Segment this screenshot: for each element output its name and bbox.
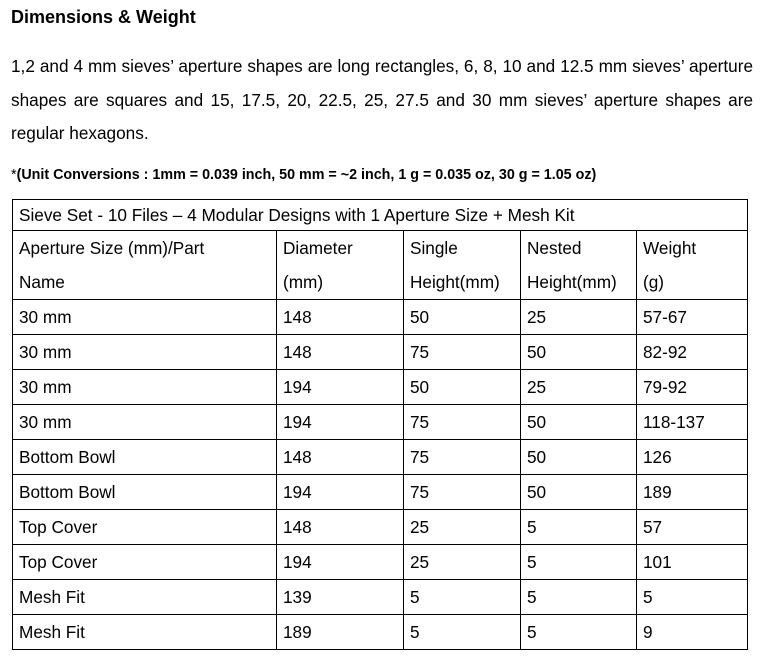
cell-weight: 9	[637, 615, 748, 650]
cell-diameter: 148	[277, 300, 404, 335]
table-row	[13, 335, 748, 370]
cell-single-height: 25	[404, 510, 521, 545]
cell-diameter: 139	[277, 580, 404, 615]
cell-weight: 57	[637, 510, 748, 545]
cell-weight: 82-92	[637, 335, 748, 370]
header-cell-weight	[637, 231, 748, 300]
note-marker: *	[11, 167, 17, 183]
cell-nested-height: 5	[521, 545, 637, 580]
intro-paragraph: 1,2 and 4 mm sieves’ aperture shapes are long rectangles, 6, 8, 10 and 12.5 mm sieves’ aperture shapes are squares and 15, 17.5, 20, 22.5, 25, 27.5 and 30 mm sieves’ aperture shapes are regular hexagons.	[11, 56, 753, 143]
cell-single-height: 75	[404, 405, 521, 440]
cell-nested-height: 50	[521, 440, 637, 475]
header-line: (g)	[643, 272, 665, 292]
cell-weight: 57-67	[637, 300, 748, 335]
cell-part-name: 30 mm	[13, 335, 277, 370]
header-cell-nested-height	[521, 231, 637, 300]
header-line: Height(mm)	[410, 272, 500, 292]
cell-weight: 101	[637, 545, 748, 580]
table-row	[13, 510, 748, 545]
sieve-spec-table	[12, 199, 748, 650]
cell-single-height: 25	[404, 545, 521, 580]
cell-part-name: Top Cover	[13, 545, 277, 580]
cell-part-name: 30 mm	[13, 370, 277, 405]
table-row	[13, 300, 748, 335]
cell-diameter: 189	[277, 615, 404, 650]
table-header-row	[13, 231, 748, 300]
table-row	[13, 440, 748, 475]
cell-diameter: 194	[277, 370, 404, 405]
table-title: Sieve Set - 10 Files – 4 Modular Designs with 1 Aperture Size + Mesh Kit	[13, 200, 748, 231]
cell-diameter: 148	[277, 335, 404, 370]
cell-nested-height: 25	[521, 370, 637, 405]
cell-weight: 79-92	[637, 370, 748, 405]
table-row	[13, 580, 748, 615]
cell-single-height: 50	[404, 370, 521, 405]
cell-diameter: 148	[277, 440, 404, 475]
header-line: Diameter	[283, 238, 353, 258]
cell-part-name: 30 mm	[13, 300, 277, 335]
header-line: Single	[410, 238, 458, 258]
cell-part-name: Top Cover	[13, 510, 277, 545]
cell-nested-height: 5	[521, 615, 637, 650]
header-line: Height(mm)	[527, 272, 617, 292]
cell-nested-height: 50	[521, 475, 637, 510]
cell-part-name: Bottom Bowl	[13, 440, 277, 475]
cell-nested-height: 25	[521, 300, 637, 335]
header-line: Name	[19, 272, 65, 292]
cell-nested-height: 50	[521, 335, 637, 370]
cell-single-height: 75	[404, 440, 521, 475]
header-line: Weight	[643, 238, 697, 258]
cell-weight: 126	[637, 440, 748, 475]
cell-diameter: 194	[277, 545, 404, 580]
table-row	[13, 615, 748, 650]
section-heading: Dimensions & Weight	[11, 7, 196, 27]
cell-nested-height: 50	[521, 405, 637, 440]
cell-nested-height: 5	[521, 580, 637, 615]
table-row	[13, 545, 748, 580]
cell-nested-height: 5	[521, 510, 637, 545]
header-line: Nested	[527, 238, 582, 258]
header-line: Aperture Size (mm)/Part	[19, 238, 205, 258]
table-row	[13, 475, 748, 510]
table-row	[13, 370, 748, 405]
cell-diameter: 194	[277, 475, 404, 510]
cell-single-height: 5	[404, 580, 521, 615]
cell-part-name: Mesh Fit	[13, 580, 277, 615]
cell-part-name: Mesh Fit	[13, 615, 277, 650]
cell-diameter: 194	[277, 405, 404, 440]
unit-conversion-note	[11, 166, 596, 184]
cell-part-name: Bottom Bowl	[13, 475, 277, 510]
note-text: (Unit Conversions : 1mm = 0.039 inch, 50 mm = ~2 inch, 1 g = 0.035 oz, 30 g = 1.05 oz)	[16, 167, 597, 183]
header-cell-aperture	[13, 231, 277, 300]
cell-diameter: 148	[277, 510, 404, 545]
table-title-row	[13, 200, 748, 231]
cell-part-name: 30 mm	[13, 405, 277, 440]
header-cell-single-height	[404, 231, 521, 300]
cell-weight: 189	[637, 475, 748, 510]
header-line: (mm)	[283, 272, 324, 292]
cell-single-height: 75	[404, 335, 521, 370]
cell-single-height: 50	[404, 300, 521, 335]
cell-single-height: 5	[404, 615, 521, 650]
table-row	[13, 405, 748, 440]
cell-weight: 5	[637, 580, 748, 615]
cell-single-height: 75	[404, 475, 521, 510]
cell-weight: 118-137	[637, 405, 748, 440]
header-cell-diameter	[277, 231, 404, 300]
